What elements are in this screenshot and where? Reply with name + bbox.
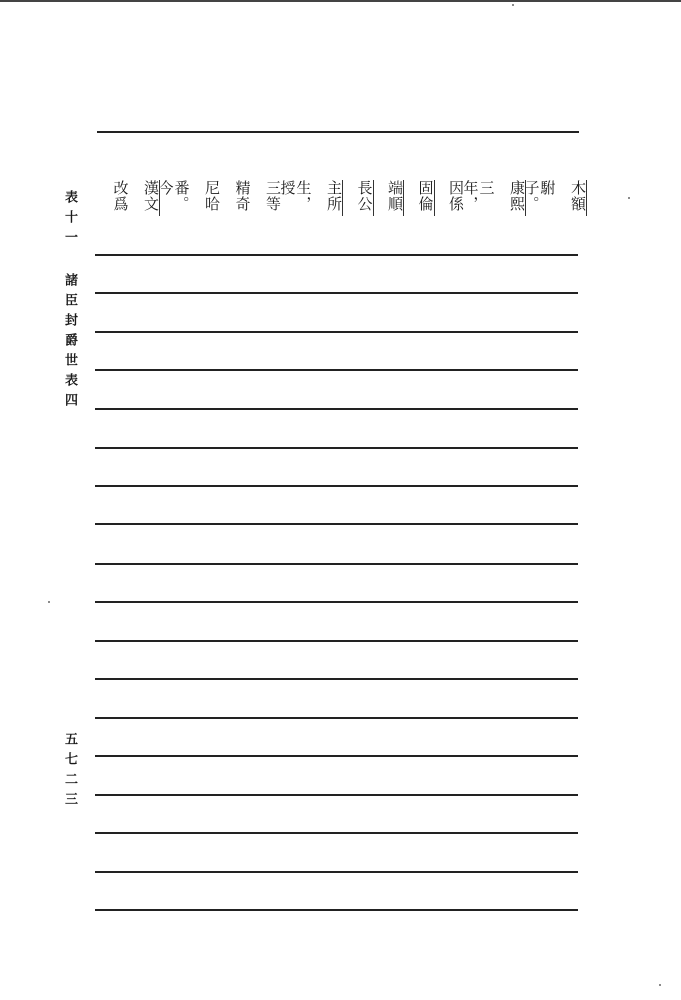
scan-speck — [628, 197, 630, 199]
ledger-rule — [95, 601, 578, 603]
entry-column: 改爲 — [111, 180, 130, 212]
entry-column: 端順 — [373, 180, 404, 216]
ledger-rule — [95, 331, 578, 333]
entry-column: 番。今 — [156, 180, 191, 212]
ledger-rule — [95, 794, 578, 796]
entry-column: 精奇 — [233, 180, 252, 212]
entry-column: 因係 — [447, 180, 465, 212]
entry-column: 木額 — [556, 180, 587, 216]
ledger-rule — [95, 871, 578, 873]
scan-top-edge — [0, 0, 681, 2]
scan-speck — [659, 984, 661, 986]
page-number: 五七二三 — [62, 732, 77, 812]
ledger-rule — [95, 408, 578, 410]
ledger-rule — [95, 292, 578, 294]
scan-speck — [48, 601, 50, 603]
ledger-rule — [95, 640, 578, 642]
scan-speck — [512, 4, 514, 6]
ledger-rule — [95, 717, 578, 719]
entry-column: 康熙 — [495, 180, 526, 216]
ledger-rule — [95, 678, 578, 680]
ledger-rule — [95, 909, 578, 911]
entry-column: 長公 — [343, 180, 374, 216]
table-top-rule — [97, 131, 579, 133]
entry-column: 駙子。 — [522, 180, 557, 212]
table-title-label: 諸臣封爵世表四 — [62, 273, 77, 413]
entry-column: 三年， — [461, 180, 496, 212]
table-number-label: 表十一 — [62, 190, 77, 250]
entry-column: 固倫 — [404, 180, 435, 216]
entry-column: 三等 — [264, 180, 282, 212]
ledger-rule — [95, 369, 578, 371]
ledger-rule — [95, 447, 578, 449]
entry-column: 尼哈 — [203, 180, 221, 212]
entry-column: 主所 — [312, 180, 343, 216]
ledger-rule — [95, 485, 578, 487]
entry-column: 漢文 — [129, 180, 160, 216]
ledger-rule — [95, 832, 578, 834]
entry-column: 生，授 — [278, 180, 313, 212]
ledger-rule — [95, 755, 578, 757]
ledger-rule — [95, 523, 578, 525]
ledger-rule — [95, 254, 578, 256]
ledger-rule — [95, 563, 578, 565]
